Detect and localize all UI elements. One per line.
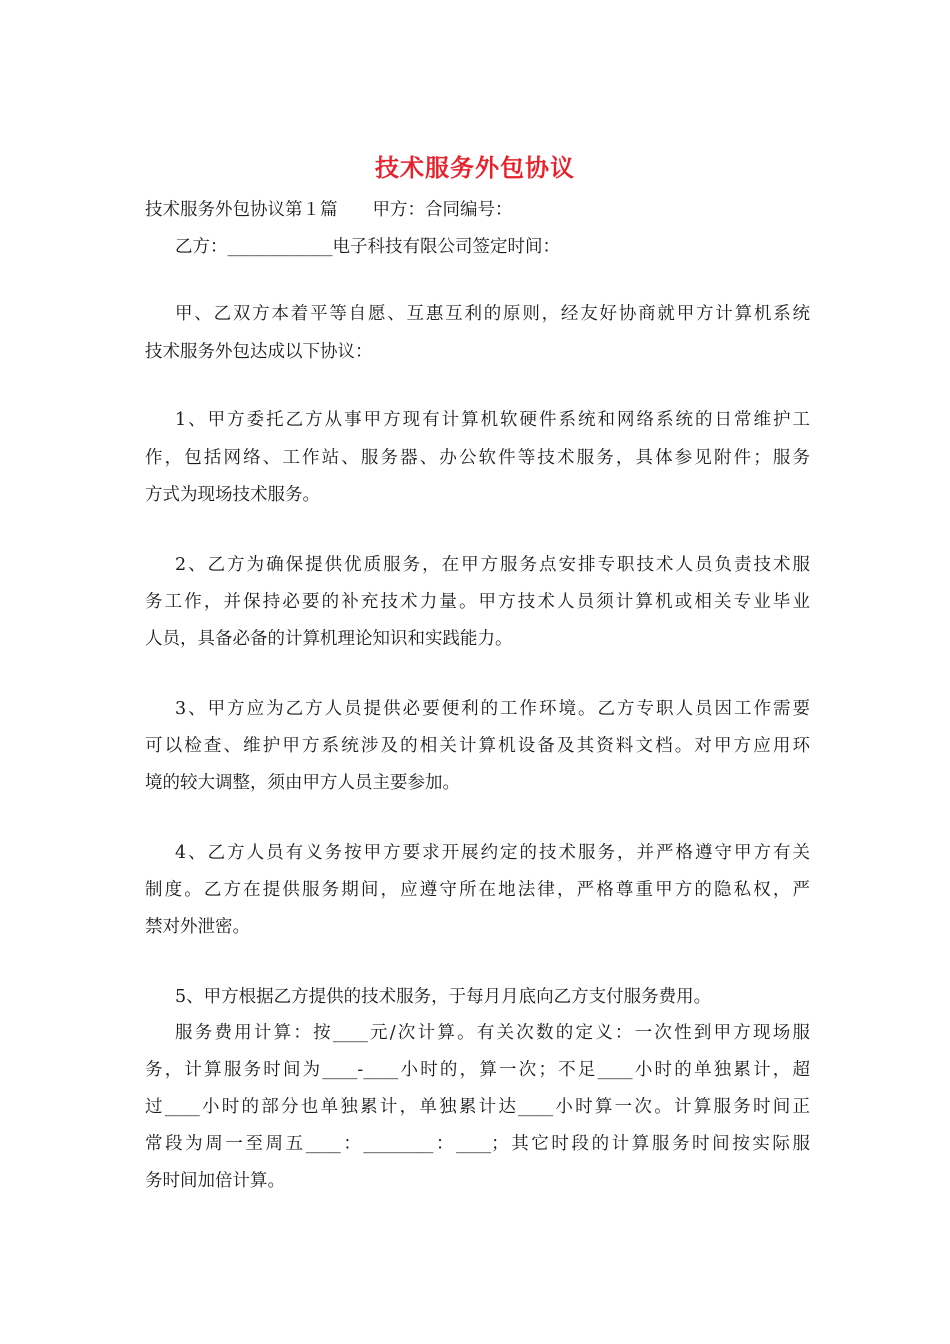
clause-3-line-2: 可以检查、维护甲方系统涉及的相关计算机设备及其资料文档。对甲方应用环 <box>145 736 810 756</box>
clause-3-line-1: 3、甲方应为乙方人员提供必要便利的工作环境。乙方专职人员因工作需要 <box>175 699 810 719</box>
intro-line-2: 技术服务外包达成以下协议： <box>145 342 373 362</box>
fee-line-4: 常段为周一至周五____：________：____；其它时段的计算服务时间按实际服 <box>145 1134 810 1154</box>
header-line-2: 乙方：____________电子科技有限公司签定时间： <box>175 237 560 257</box>
clause-4-line-2: 制度。乙方在提供服务期间，应遵守所在地法律，严格尊重甲方的隐私权，严 <box>145 880 810 900</box>
clause-1-line-2: 作，包括网络、工作站、服务器、办公软件等技术服务，具体参见附件；服务 <box>145 448 810 468</box>
clause-1-line-3: 方式为现场技术服务。 <box>145 485 320 505</box>
clause-3-line-3: 境的较大调整，须由甲方人员主要参加。 <box>145 773 460 793</box>
clause-1-line-1: 1、甲方委托乙方从事甲方现有计算机软硬件系统和网络系统的日常维护工 <box>175 410 810 430</box>
clause-2-line-1: 2、乙方为确保提供优质服务，在甲方服务点安排专职技术人员负责技术服 <box>175 555 810 575</box>
header-line-1: 技术服务外包协议第１篇 甲方：合同编号： <box>145 200 513 220</box>
fee-line-3: 过____小时的部分也单独累计，单独累计达____小时算一次。计算服务时间正 <box>145 1097 810 1117</box>
fee-line-5: 务时间加倍计算。 <box>145 1171 285 1191</box>
clause-4-line-1: 4、乙方人员有义务按甲方要求开展约定的技术服务，并严格遵守甲方有关 <box>175 843 810 863</box>
clause-2-line-3: 人员，具备必备的计算机理论知识和实践能力。 <box>145 629 513 649</box>
clause-4-line-3: 禁对外泄密。 <box>145 917 250 937</box>
intro-line-1: 甲、乙双方本着平等自愿、互惠互利的原则，经友好协商就甲方计算机系统 <box>175 304 810 324</box>
fee-line-2: 务，计算服务时间为____-____小时的，算一次；不足____小时的单独累计，超 <box>145 1060 810 1080</box>
fee-line-1: 服务费用计算：按____元/次计算。有关次数的定义：一次性到甲方现场服 <box>175 1023 810 1043</box>
clause-2-line-2: 务工作，并保持必要的补充技术力量。甲方技术人员须计算机或相关专业毕业 <box>145 592 810 612</box>
document-title: 技术服务外包协议 <box>375 153 575 182</box>
clause-5-line-1: 5、甲方根据乙方提供的技术服务，于每月月底向乙方支付服务费用。 <box>175 987 712 1007</box>
